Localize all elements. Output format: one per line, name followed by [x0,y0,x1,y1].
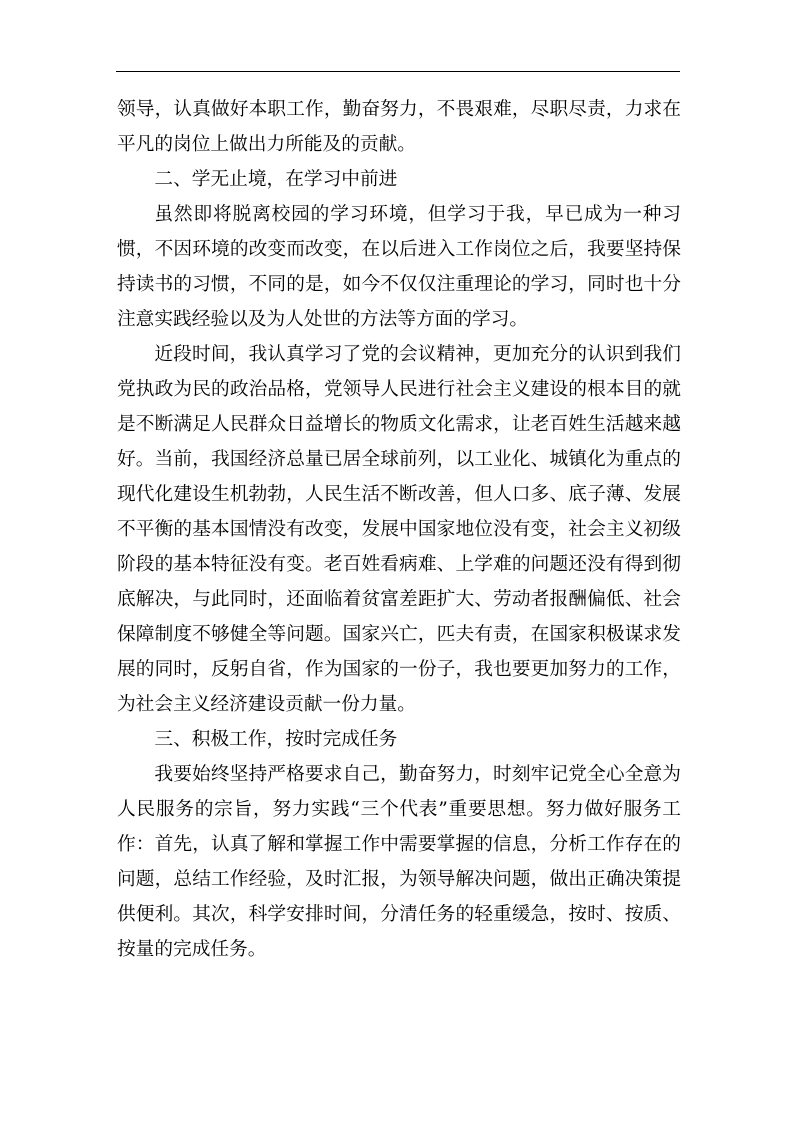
header-rule [116,71,680,72]
document-body [117,92,681,967]
paragraph-work: 我要始终坚持严格要求自己，勤奋努力，时刻牢记党全心全意为人民服务的宗旨，努力实践“三个代表”重要思想。努力做好服务工作：首先，认真了解和掌握工作中需要掌握的信息，分析工作存在的问题，总结工作经验，及时汇报，为领导解决问题，做出正确决策提供便利。其次，科学安排时间，分清任务的轻重缓急，按时、按质、按量的完成任务。 [117,764,681,960]
section-heading-2: 二、学无止境，在学习中前进 [154,169,398,190]
paragraph-learning: 虽然即将脱离校园的学习环境，但学习于我，早已成为一种习惯，不因环境的改变而改变，在以后进入工作岗位之后，我要坚持保持读书的习惯，不同的是，如今不仅仅注重理论的学习，同时也十分注意实践经验以及为人处世的方法等方面的学习。 [117,204,681,330]
paragraph-continued: 领导，认真做好本职工作，勤奋努力，不畏艰难，尽职尽责，力求在平凡的岗位上做出力所能及的贡献。 [117,99,681,155]
paragraph-party-study: 近段时间，我认真学习了党的会议精神，更加充分的认识到我们党执政为民的政治品格，党领导人民进行社会主义建设的根本目的就是不断满足人民群众日益增长的物质文化需求，让老百姓生活越来越好。当前，我国经济总量已居全球前列，以工业化、城镇化为重点的现代化建设生机勃勃，人民生活不断改善，但人口多、底子薄、发展不平衡的基本国情没有改变，发展中国家地位没有变，社会主义初级阶段的基本特征没有变。老百姓看病难、上学难的问题还没有得到彻底解决，与此同时，还面临着贫富差距扩大、劳动者报酬偏低、社会保障制度不够健全等问题。国家兴亡，匹夫有责，在国家积极谋求发展的同时，反躬自省，作为国家的一份子，我也要更加努力的工作，为社会主义经济建设贡献一份力量。 [117,344,681,715]
section-heading-3: 三、积极工作，按时完成任务 [154,729,398,750]
